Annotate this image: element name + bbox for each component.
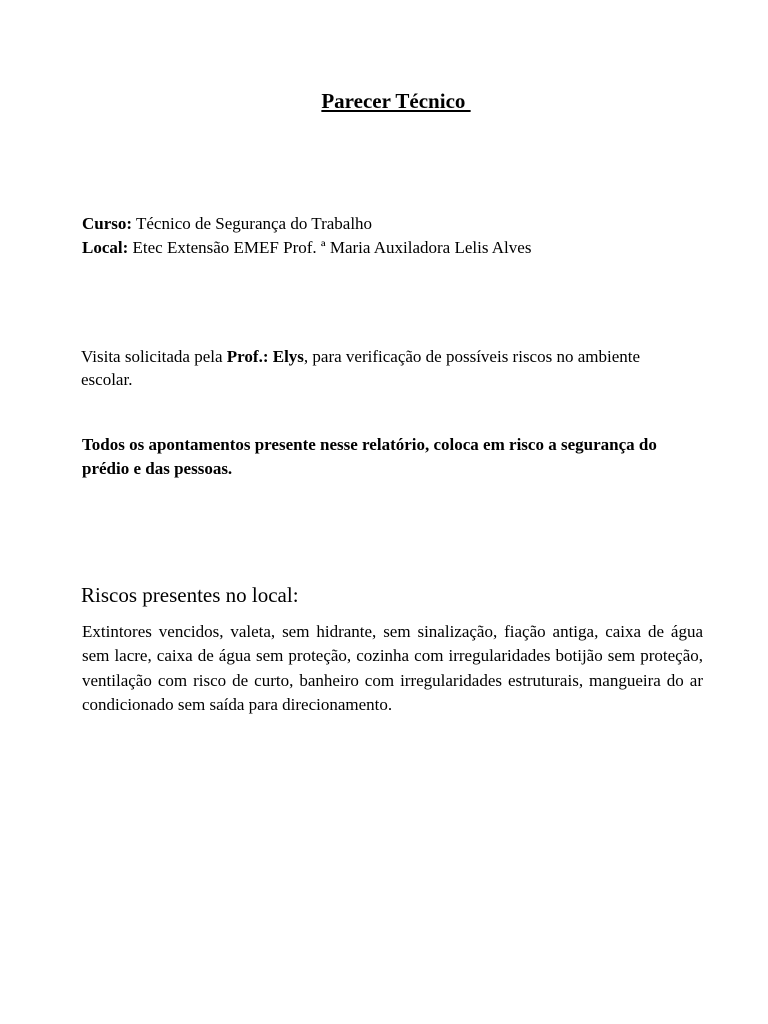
location-line [82, 236, 531, 260]
info-block [82, 212, 531, 260]
visit-paragraph [81, 345, 691, 391]
course-label: Curso: [82, 214, 133, 233]
course-value: Técnico de Segurança do Trabalho [132, 214, 373, 233]
document-title: Parecer Técnico [321, 89, 471, 113]
location-label: Local: [82, 238, 129, 257]
visit-text-after: , para verificação de possíveis riscos no ambiente escolar. [81, 347, 641, 389]
risks-paragraph: Extintores vencidos, valeta, sem hidrante, sem sinalização, fiação antiga, caixa de água sem lacre, caixa de água sem proteção, cozinha com irregularidades botijão sem proteção, ventilação com risco de curto, banheiro com irregularidades estruturais, mangueira do ar condicionado sem saída para direcionamento. [82, 622, 703, 714]
visit-text-before: Visita solicitada pela [81, 347, 227, 366]
location-value: Etec Extensão EMEF Prof. ª Maria Auxiladora Lelis Alves [128, 238, 532, 257]
risks-heading: Riscos presentes no local: [81, 583, 299, 607]
visit-requester: Prof.: Elys [226, 347, 304, 366]
warning-paragraph: Todos os apontamentos presente nesse relatório, coloca em risco a segurança do prédio e das pessoas. [82, 435, 657, 478]
course-line [82, 212, 531, 236]
